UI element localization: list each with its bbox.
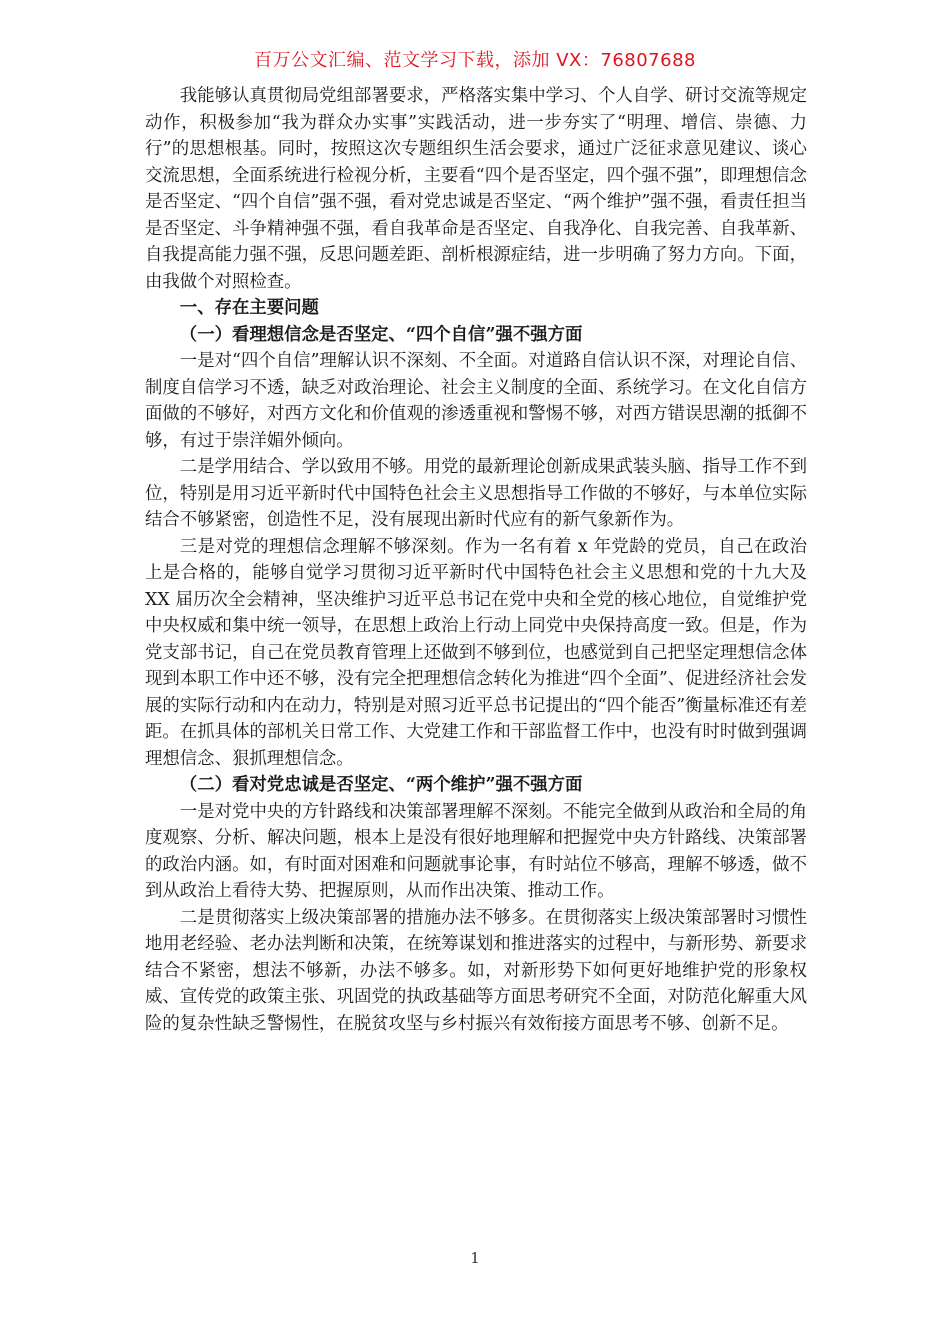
subsection-heading-2: （二）看对党忠诚是否坚定、“两个维护”强不强方面 [179, 775, 583, 795]
body-paragraph: 一是对党中央的方针路线和决策部署理解不深刻。不能完全做到从政治和全局的角度观察、分析、解决问题，根本上是没有很好地理解和把握党中央方针路线、决策部署的政治内涵。如，有时面对困难和问题就事论事，有时站位不够高，理解不够透，做不到从政治上看待大势、把握原则，从而作出决策、推动工作。 [145, 801, 807, 901]
page-number: 1 [470, 1249, 480, 1267]
header-banner: 百万公文汇编、范文学习下载，添加 VX：76807688 [254, 50, 696, 71]
section-heading: 一、存在主要问题 [179, 298, 319, 318]
body-paragraph: 三是对党的理想信念理解不够深刻。作为一名有着 x 年党龄的党员，自己在政治上是合格的，能够自觉学习贯彻习近平新时代中国特色社会主义思想和党的十九大及 XX 届历次全会精神，坚决维护习近平总书记在党中央和全党的核心地位，自觉维护党中央权威和集中统一领导，在思想上政治上行动上同党中央保持高度一致。但是，作为党支部书记，自己在党员教育管理上还做到不够到位，也感觉到自己把坚定理想信念体现到本职工作中还不够，没有完全把理想信念转化为推进“四个全面”、促进经济社会发展的实际行动和内在动力，特别是对照习近平总书记提出的“四个能否”衡量标准还有差距。在抓具体的部机关日常工作、大党建工作和干部监督工作中，也没有时时做到强调理想信念、狠抓理想信念。 [145, 536, 807, 769]
body-paragraph: 二是贯彻落实上级决策部署的措施办法不够多。在贯彻落实上级决策部署时习惯性地用老经验、老办法判断和决策，在统筹谋划和推进落实的过程中，与新形势、新要求结合不紧密，想法不够新，办法不够多。如，对新形势下如何更好地维护党的形象权威、宣传党的政策主张、巩固党的执政基础等方面思考研究不全面，对防范化解重大风险的复杂性缺乏警惕性，在脱贫攻坚与乡村振兴有效衔接方面思考不够、创新不足。 [145, 907, 807, 1034]
document-body [145, 83, 807, 1037]
body-paragraph: 一是对“四个自信”理解认识不深刻、不全面。对道路自信认识不深，对理论自信、制度自信学习不透，缺乏对政治理论、社会主义制度的全面、系统学习。在文化自信方面做的不够好，对西方文化和价值观的渗透重视和警惕不够，对西方错误思潮的抵御不够，有过于崇洋媚外倾向。 [145, 351, 807, 451]
subsection-heading-1: （一）看理想信念是否坚定、“四个自信”强不强方面 [179, 324, 583, 345]
body-paragraph: 二是学用结合、学以致用不够。用党的最新理论创新成果武装头脑、指导工作不到位，特别是用习近平新时代中国特色社会主义思想指导工作做的不够好，与本单位实际结合不够紧密，创造性不足，没有展现出新时代应有的新气象新作为。 [145, 457, 807, 530]
intro-paragraph: 我能够认真贯彻局党组部署要求，严格落实集中学习、个人自学、研讨交流等规定动作，积极参加“我为群众办实事”实践活动，进一步夯实了“明理、增信、崇德、力行”的思想根基。同时，按照这次专题组织生活会要求，通过广泛征求意见建议、谈心交流思想，全面系统进行检视分析，主要看“四个是否坚定，四个强不强”，即理想信念是否坚定、“四个自信”强不强，看对党忠诚是否坚定、“两个维护”强不强，看责任担当是否坚定、斗争精神强不强，看自我革命是否坚定、自我净化、自我完善、自我革新、自我提高能力强不强，反思问题差距、剖析根源症结，进一步明确了努力方向。下面，由我做个对照检查。 [145, 86, 807, 292]
